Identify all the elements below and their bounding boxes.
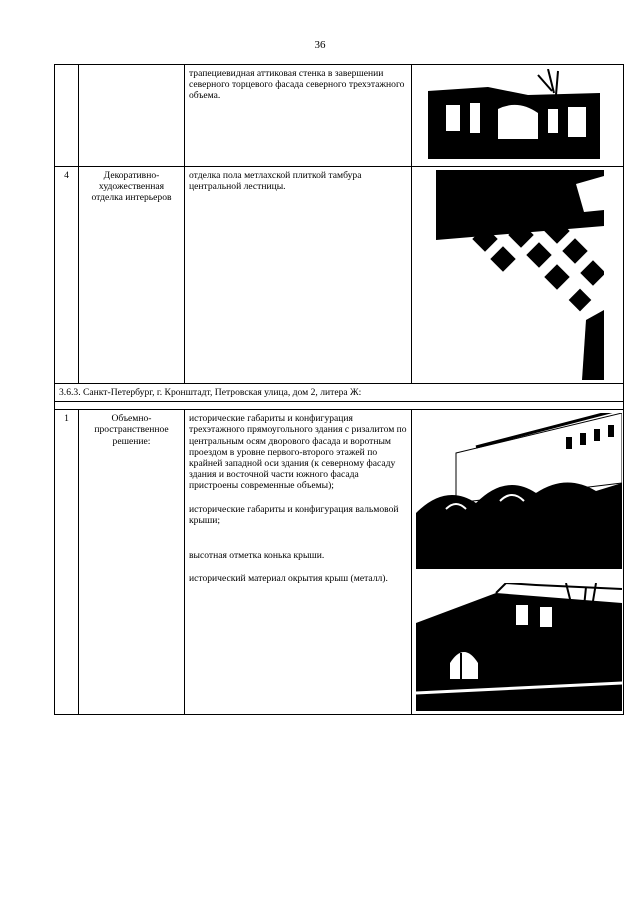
description-text: исторические габариты и конфигурация вальмовой крыши; bbox=[189, 503, 399, 526]
feature-description-cell bbox=[185, 167, 412, 384]
photo-cell bbox=[412, 65, 624, 167]
row-number-cell: 1 bbox=[55, 410, 79, 715]
checkered-tile-floor-photo-icon bbox=[436, 170, 604, 380]
feature-description-cell bbox=[185, 410, 412, 715]
row-number-cell bbox=[55, 65, 79, 167]
building-roof-photo-icon bbox=[428, 69, 600, 159]
feature-name-cell bbox=[79, 65, 185, 167]
description-text: исторический материал окрытия крыш (металл). bbox=[189, 573, 388, 585]
feature-name-cell: Декоративно-художественная отделка интерьеров bbox=[79, 167, 185, 384]
feature-description-cell bbox=[185, 65, 412, 167]
photo-cell bbox=[412, 167, 624, 384]
photo-cell bbox=[412, 410, 624, 715]
building-arched-windows-photo-icon bbox=[416, 583, 622, 711]
section-heading: 3.6.3. Санкт-Петербург, г. Кронштадт, Петровская улица, дом 2, литера Ж: bbox=[55, 384, 624, 402]
feature-name-cell: Объемно-пространственное решение: bbox=[79, 410, 185, 715]
page-number: 36 bbox=[314, 39, 326, 51]
table-row bbox=[55, 167, 624, 384]
row-number-cell: 4 bbox=[55, 167, 79, 384]
description-text: высотная отметка конька крыши. bbox=[189, 550, 325, 562]
description-text: отделка пола метлахской плиткой тамбура центральной лестницы. bbox=[189, 170, 362, 193]
table-row bbox=[55, 384, 624, 402]
table-row bbox=[55, 65, 624, 167]
building-facade-photo-icon bbox=[416, 413, 622, 569]
description-text: исторические габариты и конфигурация трехэтажного прямоугольного здания с ризалитом по центральным осям дворового фасада и воротным проездом в уровне первого-второго этажей по крайней западной оси здания (к северному фасаду здания и восточной части южного фасада пристроены современные объемы); bbox=[189, 413, 407, 492]
table-row bbox=[55, 402, 624, 410]
spacer-cell bbox=[55, 402, 624, 410]
protected-features-table bbox=[54, 64, 624, 715]
table-row bbox=[55, 410, 624, 715]
description-text: трапециевидная аттиковая стенка в завершении северного торцевого фасада северного трехэтажного объема. bbox=[189, 68, 405, 102]
